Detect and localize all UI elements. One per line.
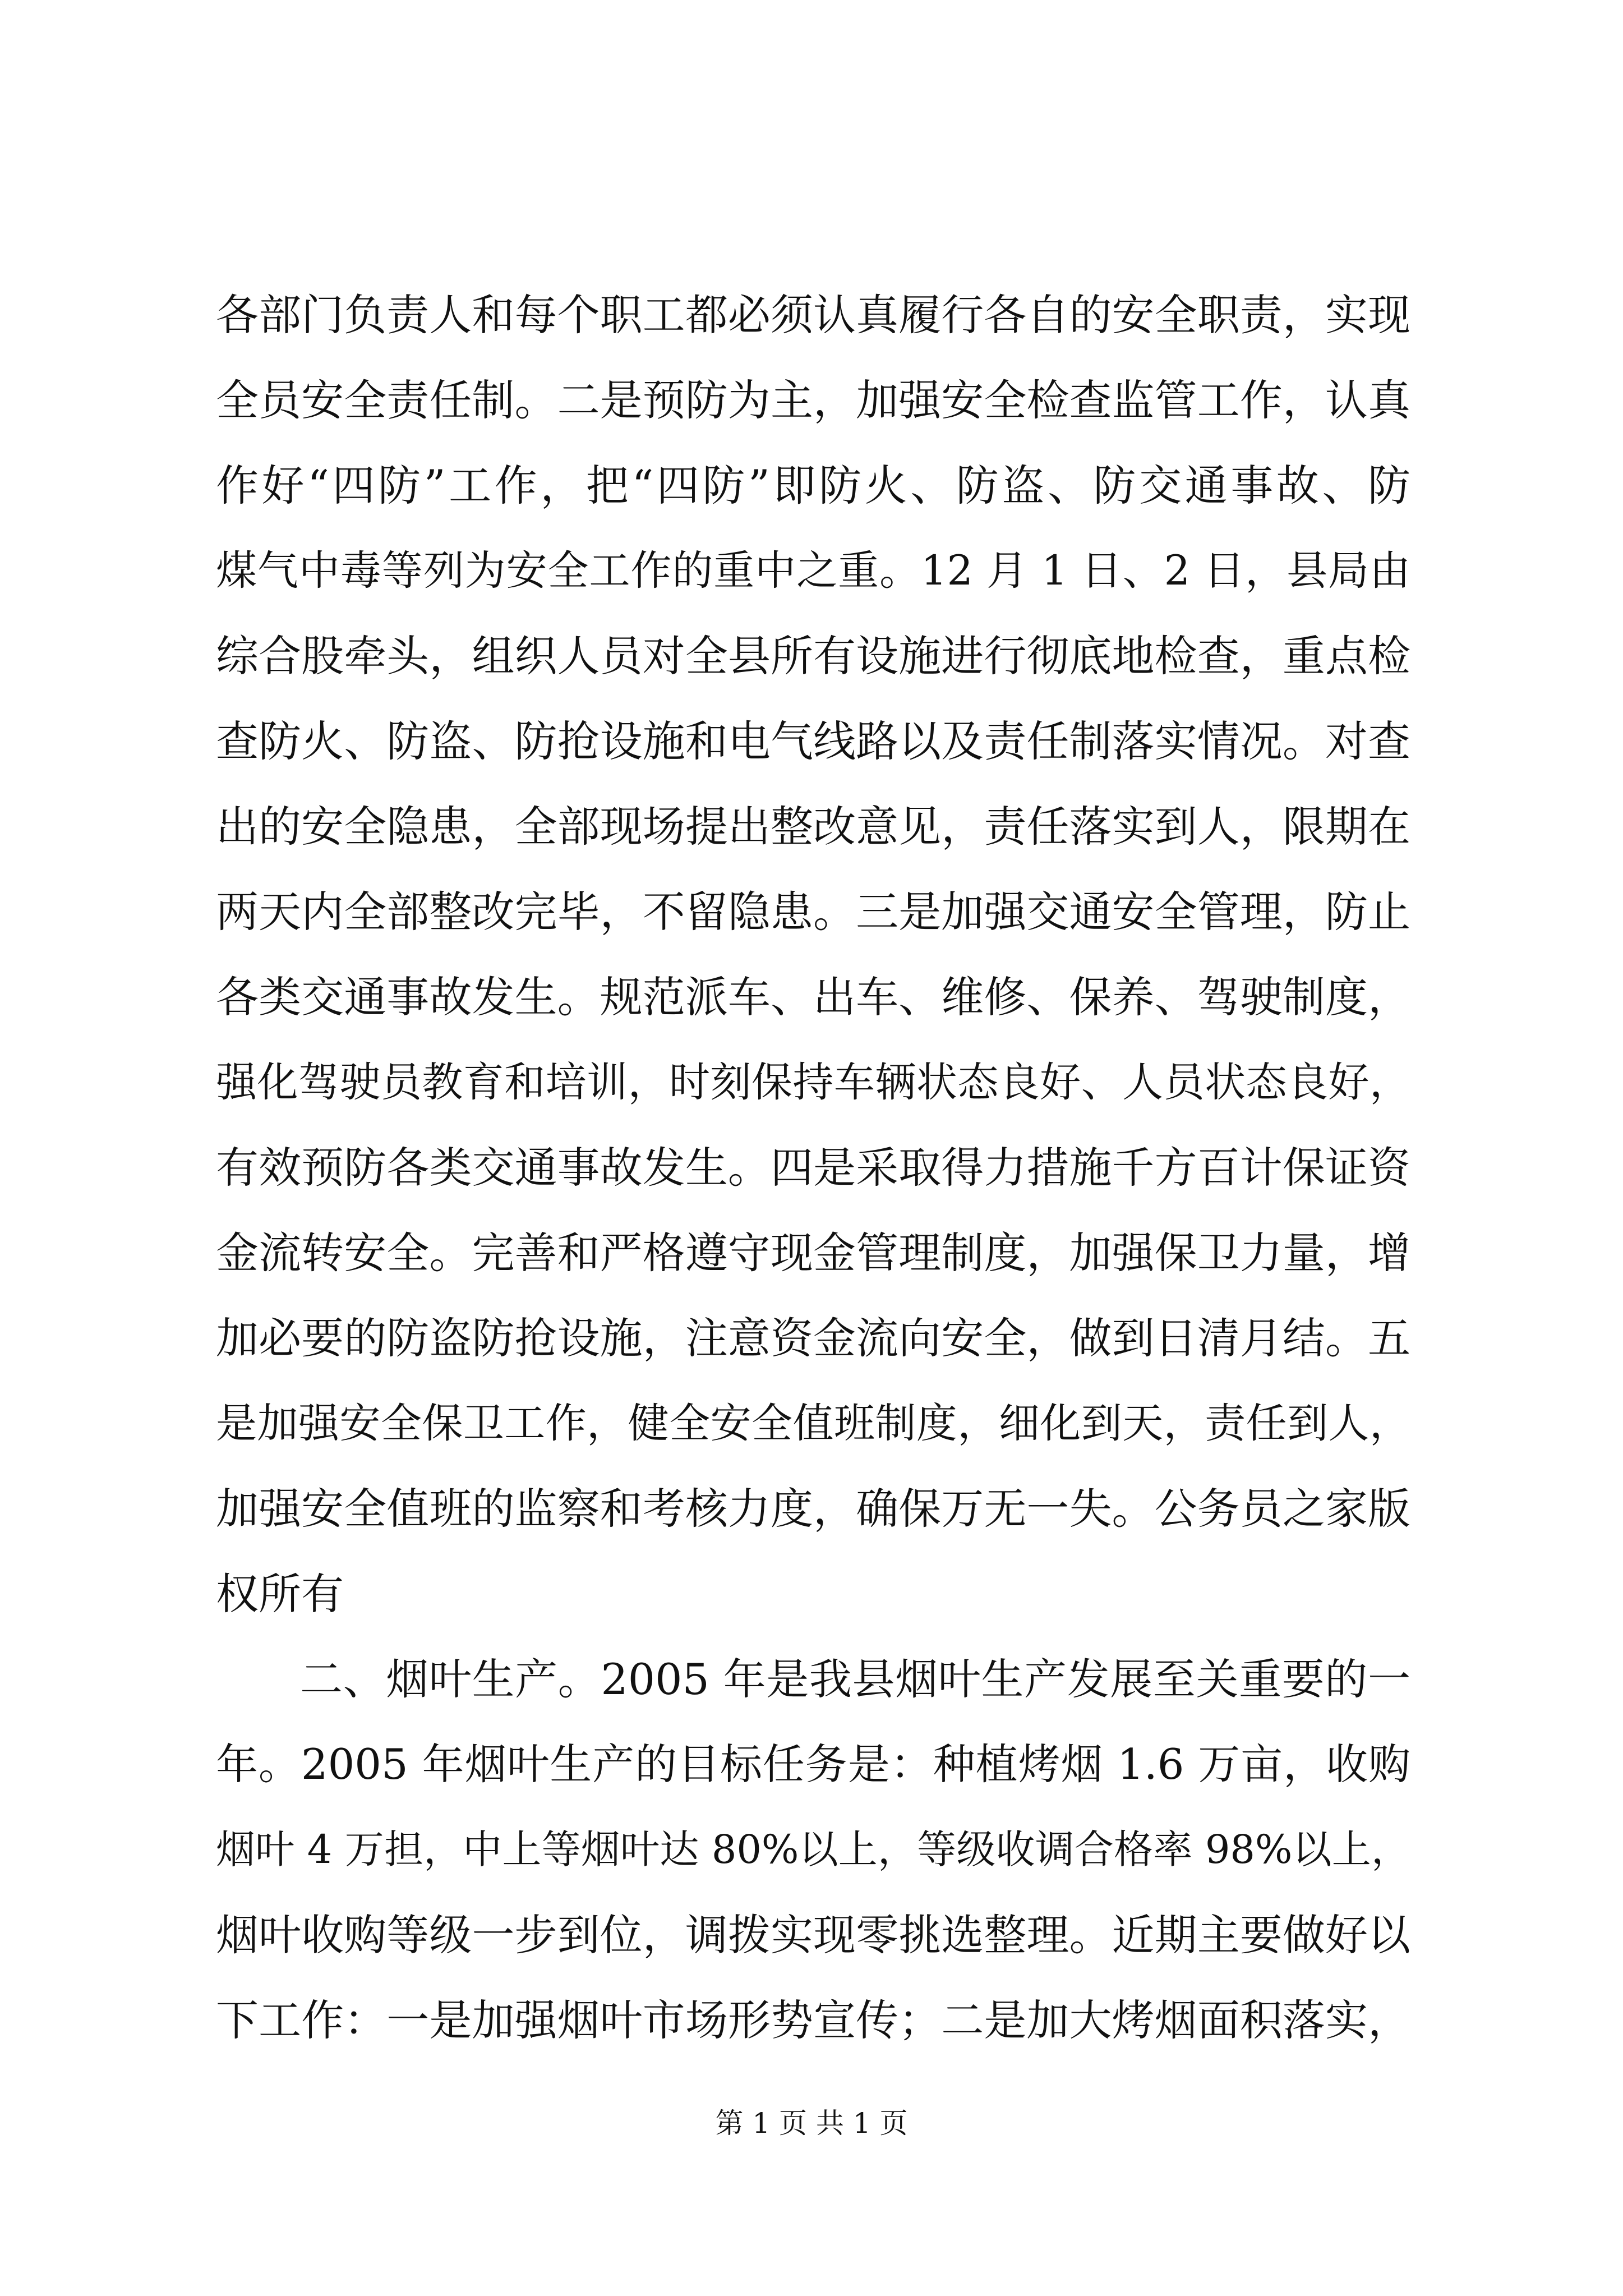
paragraph-1-line-8: 两天内全部整改完毕，不留隐患。三是加强交通安全管理，防止	[216, 889, 1410, 935]
paragraph-2-line-2: 年。2005 年烟叶生产的目标任务是：种植烤烟 1.6 万亩，收购	[216, 1741, 1410, 1788]
paragraph-1-line-14: 是加强安全保卫工作，健全安全值班制度，细化到天，责任到人，	[216, 1400, 1410, 1447]
paragraph-2-line-4: 烟叶收购等级一步到位，调拨实现零挑选整理。近期主要做好以	[216, 1912, 1410, 1958]
paragraph-1-line-9: 各类交通事故发生。规范派车、出车、维修、保养、驾驶制度，	[216, 974, 1410, 1020]
paragraph-1-line-6: 查防火、防盗、防抢设施和电气线路以及责任制落实情况。对查	[216, 718, 1410, 765]
paragraph-1-line-16: 权所有	[216, 1571, 344, 1617]
page-number-label: 第 1 页 共 1 页	[715, 2107, 908, 2139]
paragraph-1-line-13: 加必要的防盗防抢设施，注意资金流向安全，做到日清月结。五	[216, 1315, 1410, 1361]
paragraph-1-line-3: 作好“四防”工作，把“四防”即防火、防盗、防交通事故、防	[216, 462, 1410, 509]
paragraph-1-line-12: 金流转安全。完善和严格遵守现金管理制度，加强保卫力量，增	[216, 1230, 1410, 1276]
paragraph-1-line-4: 煤气中毒等列为安全工作的重中之重。12 月 1 日、2 日，县局由	[216, 547, 1410, 594]
paragraph-2-line-1: 二、烟叶生产。2005 年是我县烟叶生产发展至关重要的一	[300, 1656, 1410, 1703]
page-footer	[0, 2106, 1623, 2140]
paragraph-1-line-2: 全员安全责任制。二是预防为主，加强安全检查监管工作，认真	[216, 377, 1410, 424]
paragraph-1-line-11: 有效预防各类交通事故发生。四是采取得力措施千方百计保证资	[216, 1144, 1410, 1191]
paragraph-1-line-10: 强化驾驶员教育和培训，时刻保持车辆状态良好、人员状态良好，	[216, 1059, 1410, 1106]
paragraph-2-line-3: 烟叶 4 万担，中上等烟叶达 80%以上，等级收调合格率 98%以上，	[216, 1826, 1410, 1872]
paragraph-1-line-1: 各部门负责人和每个职工都必须认真履行各自的安全职责，实现	[216, 292, 1410, 338]
paragraph-1-line-7: 出的安全隐患，全部现场提出整改意见，责任落实到人，限期在	[216, 803, 1410, 850]
document-body	[216, 292, 1410, 2082]
paragraph-1-line-5: 综合股牵头，组织人员对全县所有设施进行彻底地检查，重点检	[216, 633, 1410, 679]
paragraph-1-line-15: 加强安全值班的监察和考核力度，确保万无一失。公务员之家版	[216, 1485, 1410, 1532]
paragraph-2-line-5: 下工作：一是加强烟叶市场形势宣传；二是加大烤烟面积落实，	[216, 1997, 1410, 2044]
